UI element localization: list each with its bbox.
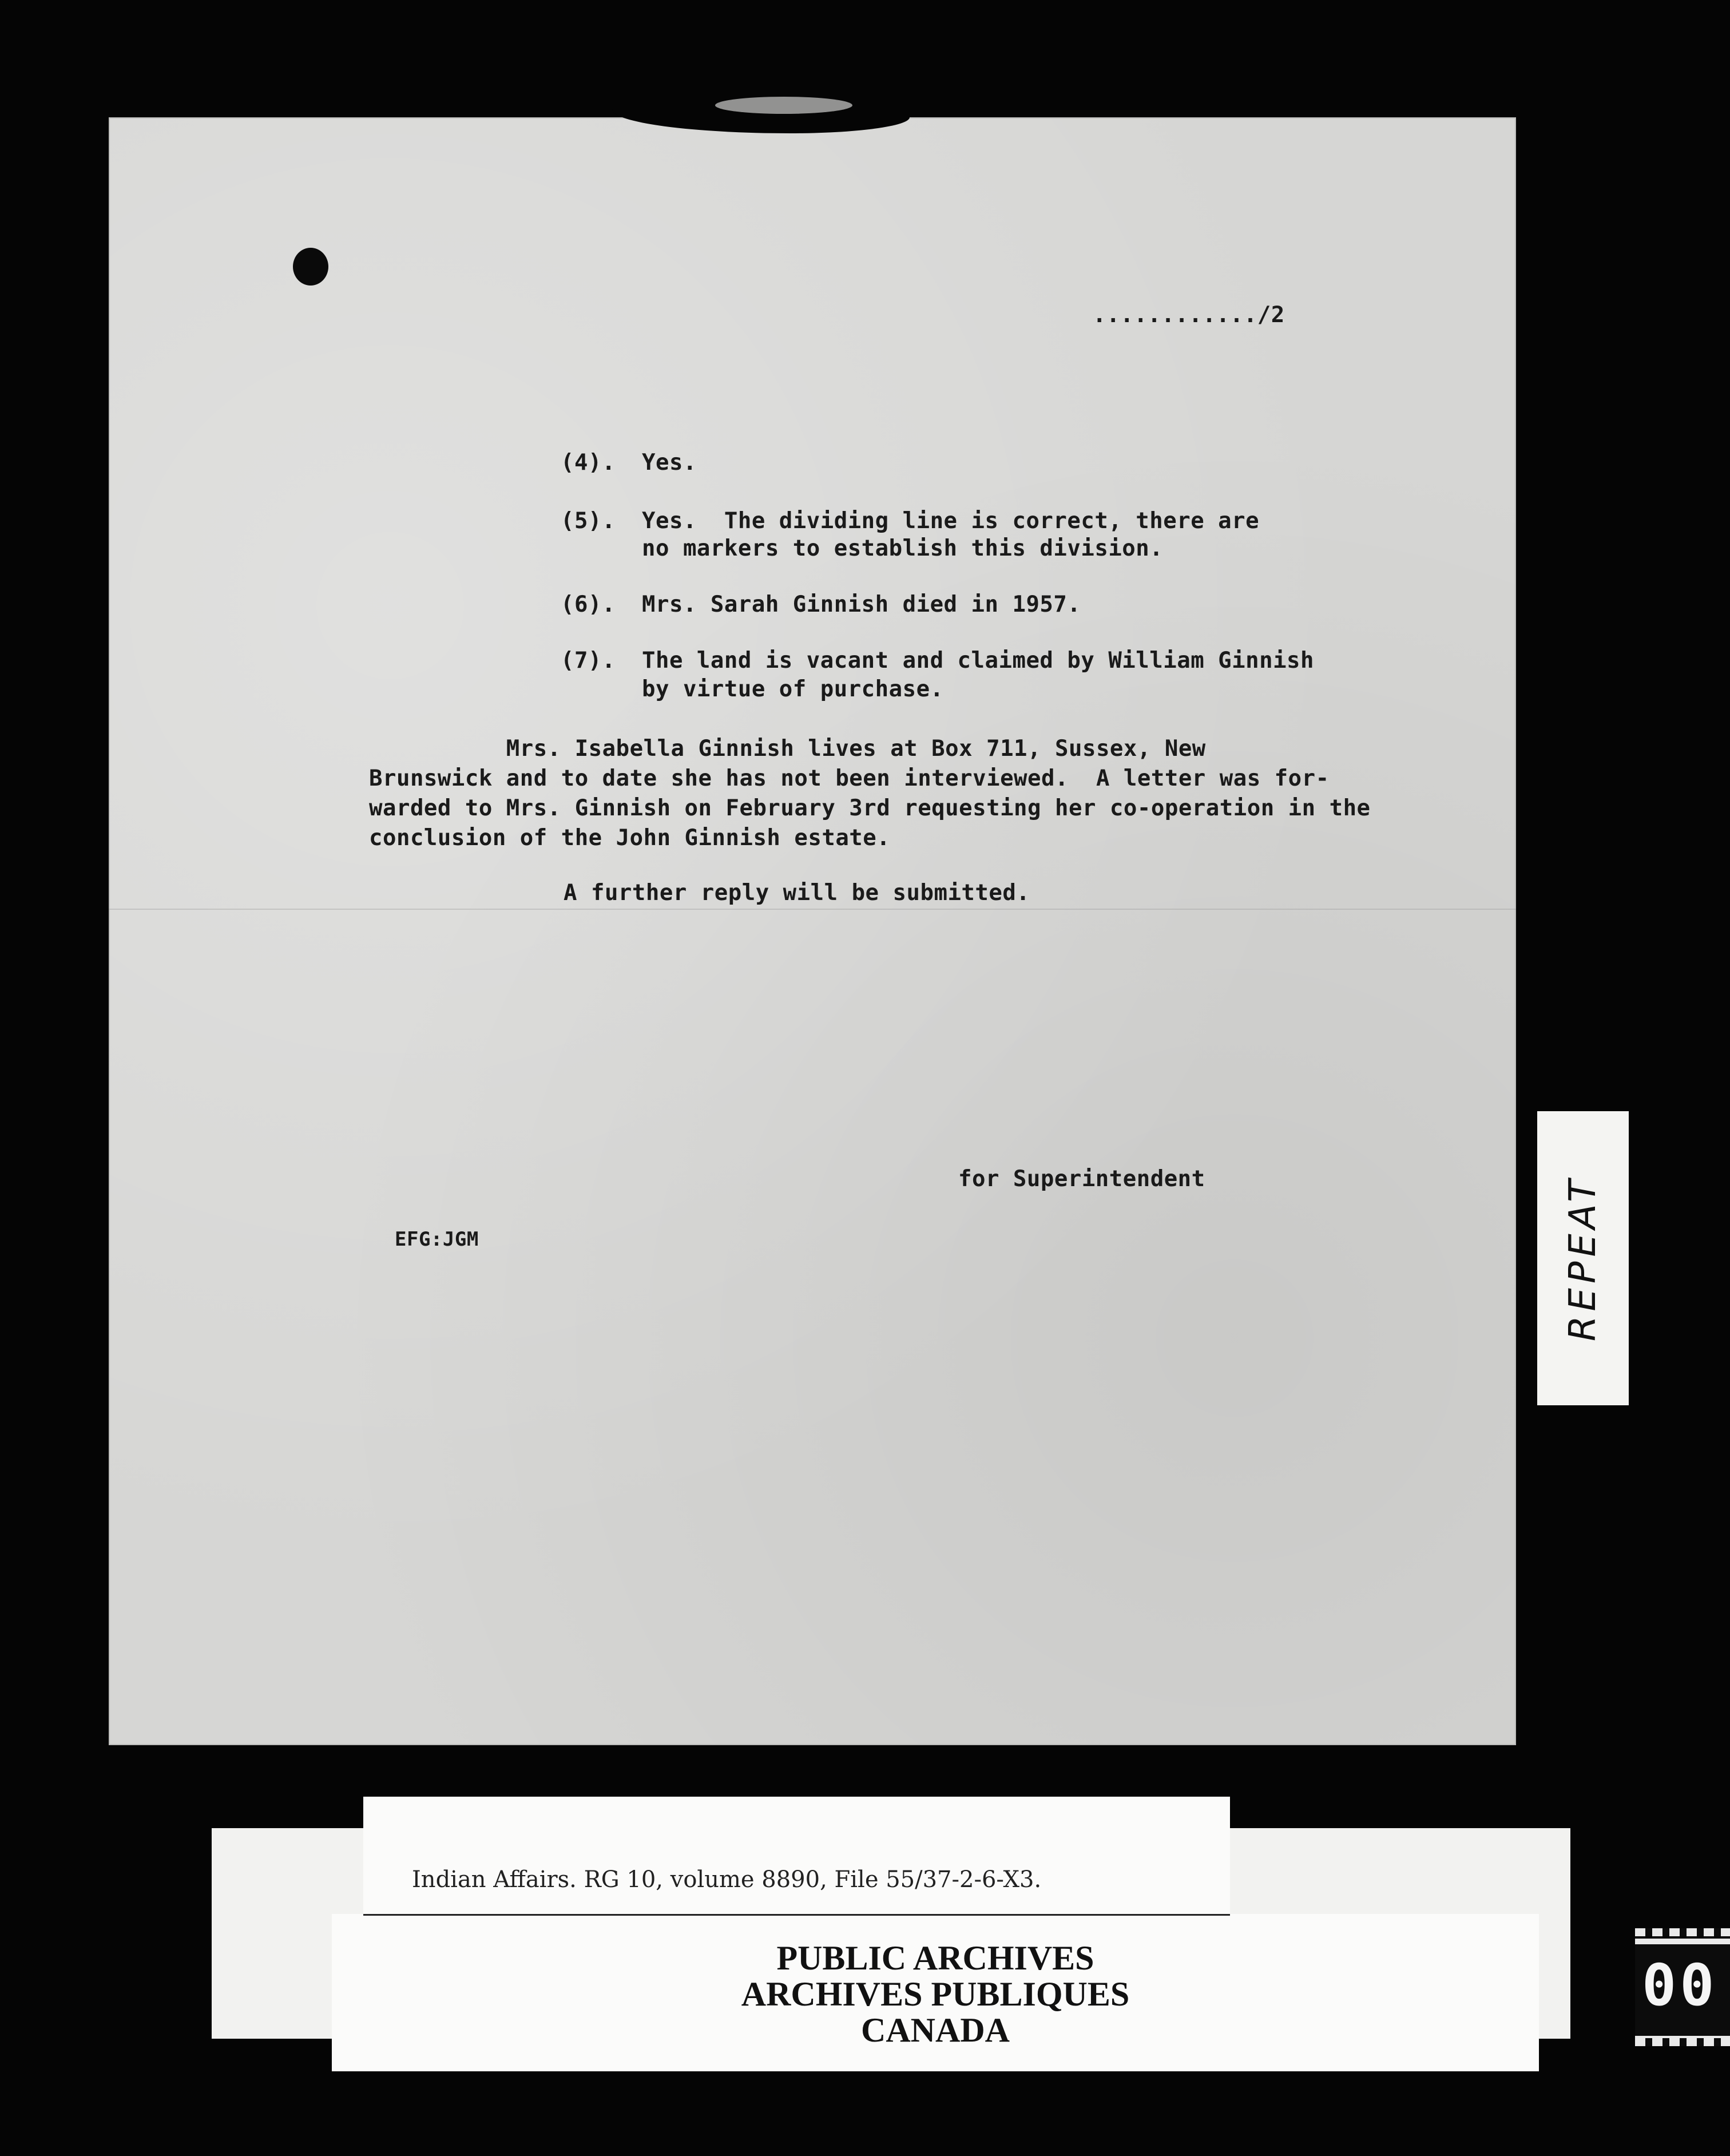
file-reference-text: Indian Affairs. RG 10, volume 8890, File 55/37-2-6-X3. (412, 1866, 1042, 1893)
item-7-line-1: The land is vacant and claimed by William Ginnish (642, 648, 1315, 673)
archive-label-line-3: CANADA (861, 2011, 1010, 2049)
archive-label-strip (332, 1914, 1539, 2071)
film-sprocket-top (1635, 1928, 1730, 1936)
item-7-line-2: by virtue of purchase. (642, 676, 944, 702)
item-5-line-1: Yes. The dividing line is correct, there are (642, 508, 1260, 534)
frame-number: 00 (1642, 1952, 1718, 2019)
film-frame-counter (1635, 1939, 1730, 2042)
file-reference-card (363, 1797, 1230, 1916)
paragraph-line-4: conclusion of the John Ginnish estate. (369, 825, 891, 851)
item-4-number: (4). (561, 450, 616, 475)
typed-letter-page (109, 117, 1516, 1745)
item-5-number: (5). (561, 508, 616, 534)
paragraph-line-3: warded to Mrs. Ginnish on February 3rd requesting her co-operation in the (369, 795, 1371, 821)
closing-line: A further reply will be submitted. (564, 880, 1030, 906)
item-6-text: Mrs. Sarah Ginnish died in 1957. (642, 592, 1081, 617)
signature-line: for Superintendent (958, 1166, 1205, 1192)
item-7-number: (7). (561, 648, 616, 673)
punch-hole (293, 248, 328, 286)
archive-label-line-2: ARCHIVES PUBLIQUES (741, 1975, 1130, 2013)
archive-label-line-1: PUBLIC ARCHIVES (776, 1939, 1094, 1977)
torn-staple-mark (612, 93, 910, 133)
item-6-number: (6). (561, 592, 616, 617)
paragraph-line-1: Mrs. Isabella Ginnish lives at Box 711, Sussex, New (369, 736, 1206, 762)
film-sprocket-bottom (1635, 2038, 1730, 2046)
item-4-text: Yes. (642, 450, 697, 475)
repeat-slip (1537, 1111, 1629, 1405)
paragraph-line-2: Brunswick and to date she has not been interviewed. A letter was for- (369, 766, 1330, 791)
repeat-stamp-text: REPEAT (1562, 1175, 1604, 1342)
page-number-marker: ............/2 (1093, 302, 1285, 328)
typist-initials: EFG:JGM (395, 1228, 479, 1251)
item-5-line-2: no markers to establish this division. (642, 536, 1164, 561)
fold-line (109, 909, 1516, 910)
